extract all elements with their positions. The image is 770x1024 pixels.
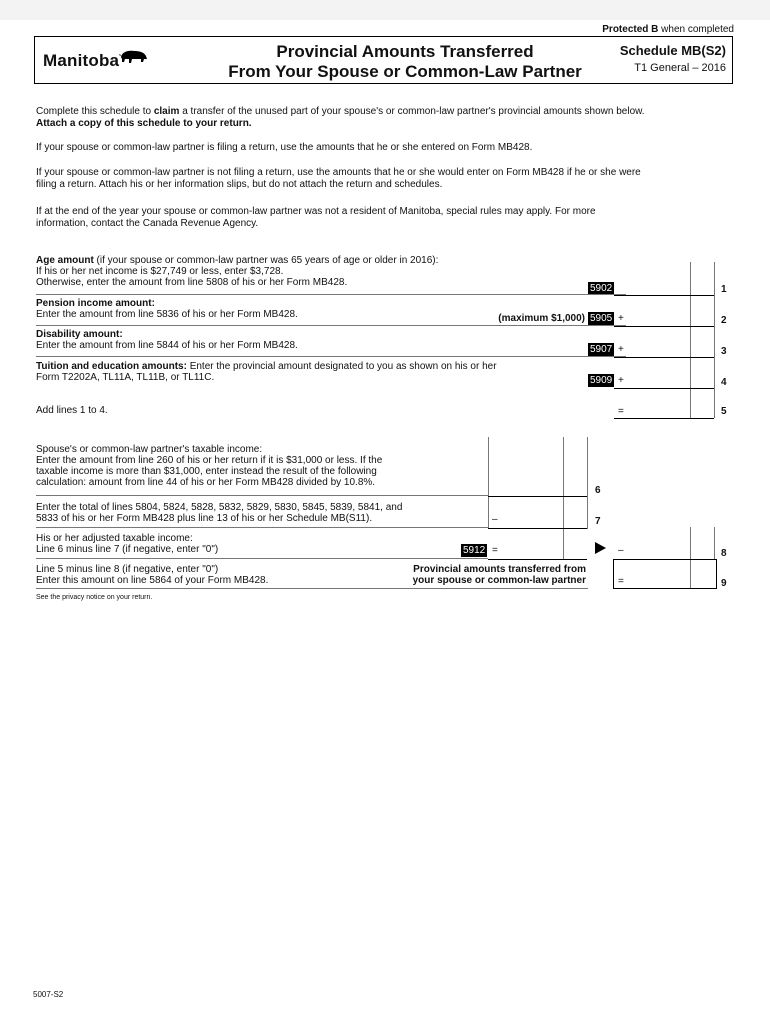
minus-sign: – <box>492 514 498 525</box>
equals-sign: = <box>618 406 624 417</box>
form-year: T1 General – 2016 <box>634 62 726 74</box>
line-number-4: 4 <box>721 377 727 388</box>
line-6-field[interactable] <box>488 496 587 497</box>
cents-column-divider <box>714 262 715 418</box>
line-1-field[interactable] <box>614 295 714 296</box>
adjusted-taxable-income-label: His or her adjusted taxable income: Line 6 minus line 7 (if negative, enter "0") <box>36 533 219 555</box>
code-5902: 5902 <box>590 283 613 294</box>
pension-amount-label: Pension income amount: Enter the amount from line 5836 of his or her Form MB428. <box>36 298 298 320</box>
form-header <box>34 36 733 84</box>
spouse-taxable-income-label: Spouse's or common-law partner's taxable income: Enter the amount from line 260 of his or her return if it is $31,000 or less. If the taxable income is more than $31,000, enter instead the result of the following calculation: amount from line 44 of his or her Form MB428 divided by 10.8%. <box>36 444 383 488</box>
line-number-5: 5 <box>721 406 727 417</box>
line-number-7: 7 <box>595 516 601 527</box>
code-5907: 5907 <box>590 344 613 355</box>
mid-amount-divider <box>488 437 489 529</box>
code-5909: 5909 <box>590 375 613 386</box>
age-amount-label: Age amount (if your spouse or common-law partner was 65 years of age or older in 2016): If his or her net income is $27,749 or less, enter $3,728. Otherwise, enter the amount from line 5808 of his or her Form MB428. <box>36 255 439 288</box>
line-2-rule <box>36 325 626 326</box>
line-3-rule <box>36 356 626 357</box>
arrow-right-icon <box>595 542 606 554</box>
intro-paragraph-3: If your spouse or common-law partner is not filing a return, use the amounts that he or she would enter on Form MB428 if he or she were filing a return. Attach his or her information slips, but do not attach the return and schedules. <box>36 167 641 190</box>
line-9-field[interactable] <box>613 559 717 589</box>
transferred-amount-label: Provincial amounts transferred from your spouse or common-law partner <box>412 564 586 586</box>
form-title: Provincial Amounts Transferred From Your Spouse or Common-Law Partner <box>228 42 582 81</box>
mid-cents-divider <box>563 437 564 529</box>
line-number-9: 9 <box>721 578 727 589</box>
intro-paragraph-1: Complete this schedule to claim a transfer of the unused part of your spouse's or common-law partner's provincial amounts shown below. Attach a copy of this schedule to your return. <box>36 106 645 129</box>
line-8-right-divider <box>714 527 715 559</box>
line-8-rule <box>36 558 488 559</box>
top-band <box>0 0 770 20</box>
form-number: 5007-S2 <box>33 990 64 999</box>
line-3-field[interactable] <box>614 357 714 358</box>
line-number-2: 2 <box>721 315 727 326</box>
line-5-field[interactable] <box>614 418 714 419</box>
intro-paragraph-2: If your spouse or common-law partner is filing a return, use the amounts that he or she entered on Form MB428. <box>36 142 533 153</box>
minus-sign: – <box>618 545 624 556</box>
line-2-field[interactable] <box>614 326 714 327</box>
line-number-3: 3 <box>721 346 727 357</box>
line-1-rule <box>36 294 626 295</box>
line-8-cents-divider <box>563 529 564 559</box>
plus-sign: + <box>618 313 624 324</box>
tuition-amount-label: Tuition and education amounts: Enter the provincial amount designated to you as shown on his or her Form T2202A, TL11A, TL11B, or TL11C. <box>36 361 497 383</box>
manitoba-logo: Manitoba <box>43 51 120 70</box>
schedule-name: Schedule MB(S2) <box>619 43 726 58</box>
add-lines-label: Add lines 1 to 4. <box>36 405 108 416</box>
mid-right-divider <box>587 437 588 529</box>
equals-sign: = <box>618 576 624 587</box>
line-4-field[interactable] <box>614 388 714 389</box>
line-number-6: 6 <box>595 485 601 496</box>
line-9-label: Line 5 minus line 8 (if negative, enter "0") Enter this amount on line 5864 of your Form MB428. <box>36 564 269 586</box>
pension-maximum: (maximum $1,000) <box>498 313 585 324</box>
code-5905: 5905 <box>590 313 613 324</box>
line-number-1: 1 <box>721 284 727 295</box>
intro-paragraph-4: If at the end of the year your spouse or common-law partner was not a resident of Manitoba, special rules may apply. For more information, contact the Canada Revenue Agency. <box>36 206 596 229</box>
line-8-amount-divider <box>690 527 691 559</box>
line-6-rule <box>36 495 488 496</box>
plus-sign: + <box>618 375 624 386</box>
privacy-notice: See the privacy notice on your return. <box>36 594 153 601</box>
line-number-8: 8 <box>721 548 727 559</box>
disability-amount-label: Disability amount: Enter the amount from line 5844 of his or her Form MB428. <box>36 329 298 351</box>
equals-sign: = <box>492 545 498 556</box>
line-9-cents-divider <box>690 560 691 588</box>
code-5912: 5912 <box>463 545 486 556</box>
total-lines-label: Enter the total of lines 5804, 5824, 5828, 5832, 5829, 5830, 5845, 5839, 5841, and 5833 of his or her Form MB428 plus line 13 of his or her Schedule MB(S11). <box>36 502 403 524</box>
plus-sign: + <box>618 344 624 355</box>
line-8-left-field[interactable] <box>488 559 587 560</box>
line-7-rule <box>36 527 488 528</box>
protected-notice: Protected B when completed <box>602 24 734 35</box>
amount-column-divider <box>690 262 691 418</box>
bison-icon <box>119 48 149 68</box>
line-9-rule <box>36 588 588 589</box>
line-7-field[interactable] <box>488 528 587 529</box>
